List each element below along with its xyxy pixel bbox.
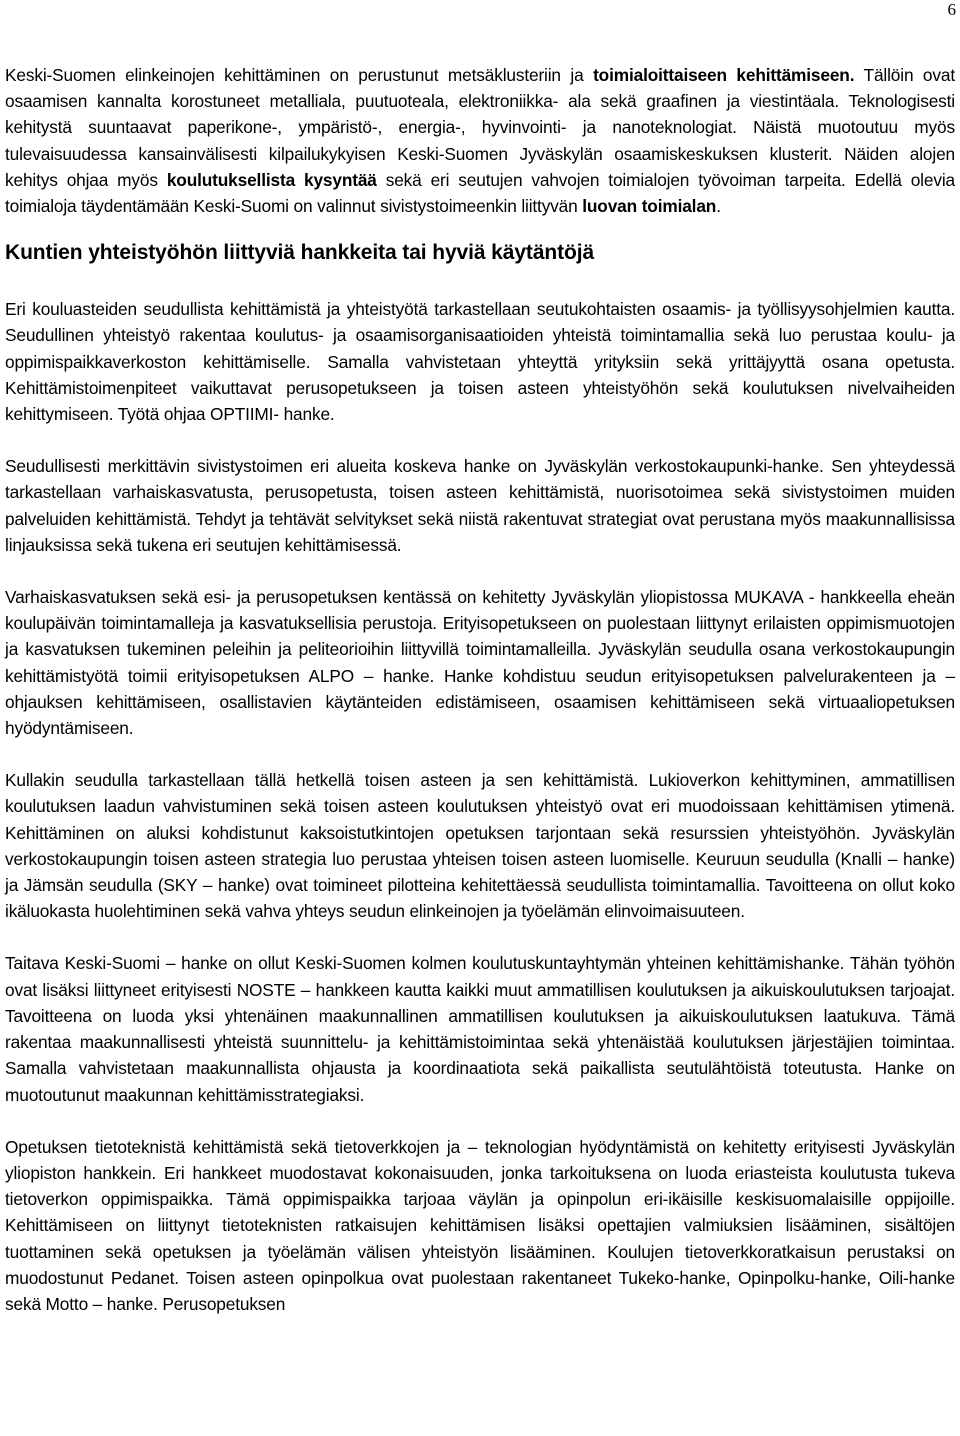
intro-text: Tällöin ovat osaamisen kannalta korostuneet metalliala, puutuoteala, elektroniikka- ala sekä graafinen ja viestintäala. Teknologisesti kehitystä suuntaavat paperikone-, ympäristö-, energia-, hyvinvointi- ja nanoteknologiat. Näistä muotoutuu myös tulevaisuudessa kansainvälisesti kilpailukykyisen Keski-Suomen Jyväskylän osaamiskeskuksen klusterit. Näiden alojen kehitys ohjaa myös (5, 65, 955, 190)
intro-text: Keski-Suomen elinkeinojen kehittäminen on perustunut metsäklusteriin ja (5, 65, 594, 85)
paragraph-secondary-education: Kullakin seudulla tarkastellaan tällä hetkellä toisen asteen ja sen kehittämistä. Lukioverkon kehittyminen, ammatillisen koulutuksen laadun vahvistuminen sekä toisen asteen koulutuksen yhteistyö ovat eri muodoissaan kehittämisen ytimenä. Kehittäminen on aluksi kohdistunut kaksoistutkintojen opetuksen tarjontaan sekä resurssien yhteistyöhön. Jyväskylän verkostokaupungin toisen asteen strategia luo perustaa yhteisen toisen asteen luomiselle. Keuruun seudulla (Knalli – hanke) ja Jämsän seudulla (SKY – hanke) ovat toimineet pilotteina kehitettäessä seudullista toimintamallia. Tavoitteena on ollut koko ikäluokasta huolehtiminen sekä vahva yhteys seudun elinkeinojen ja työelämän elinvoimaisuuteen. (5, 770, 955, 922)
intro-text: sekä eri seutujen vahvojen toimialojen työvoiman tarpeita. Edellä olevia toimialoja täydentämään Keski-Suomi on valinnut sivistystoimeenkin liittyvän (5, 169, 955, 217)
paragraph-network-city: Seudullisesti merkittävin sivistystoimen eri alueita koskeva hanke on Jyväskylän verkostokaupunki-hanke. Sen yhteydessä tarkastellaan varhaiskasvatusta, perusopetusta, toisen asteen kehittämistä, nuorisotoimea sekä sivistystoimen muiden palveluiden kehittämistä. Tehdyt ja tehtävät selvitykset sekä niistä rakentuvat strategiat ovat perustana myös maakunnallisissa linjauksissa sekä tukena eri seutujen kehittämisessä. (5, 456, 955, 555)
intro-text: . (716, 196, 721, 217)
emphasis-text: koulutuksellista kysyntää (166, 169, 377, 190)
emphasis-text: toimialoittaiseen kehittämiseen. (593, 65, 855, 85)
emphasis-text: luovan toimialan (582, 196, 717, 217)
page-number: 6 (947, 0, 956, 19)
paragraph-early-education: Varhaiskasvatuksen sekä esi- ja perusopetuksen kentässä on kehitetty Jyväskylän yliopistossa MUKAVA - hankkeella eheän koulupäivän toimintamalleja ja kasvatuksellisia perustoja. Erityisopetukseen on puolestaan liittynyt erilaisten oppimismuotojen ja kasvatuksen tukeminen peleihin ja peliteorioihin liittyvillä toimintamalleilla. Jyväskylän seudulla osana verkostokaupungin kehittämistyötä toimii erityisopetuksen ALPO – hanke. Hanke kohdistuu seudun erityisopetuksen palvelurakenteen ja – ohjauksen kehittämiseen, osallistavien käytänteiden edistämiseen, osaamisen kehittämiseen sekä virtuaaliopetuksen hyödyntämiseen. (5, 587, 955, 739)
paragraph-ict-development: Opetuksen tietoteknistä kehittämistä sekä tietoverkkojen ja – teknologian hyödyntämistä on kehitetty erityisesti Jyväskylän yliopiston hankkein. Eri hankkeet muodostavat kokonaisuuden, jonka tarkoituksena on luoda eriasteista koulutusta tukeva tietoverkon oppimispaikka. Tämä oppimispaikka tarjoaa väylän ja opinpolun eri-ikäisille keskisuomalaisille oppijoille. Kehittämiseen on liittynyt tietoteknisten ratkaisujen kehittämisen lisäksi opettajien valmiuksien lisääminen, sisältöjen tuottaminen sekä opetuksen ja työelämän välisen yhteistyön lisääminen. Koulujen tietoverkkoratkaisun perustaksi on muodostunut Pedanet. Toisen asteen opinpolkua ovat puolestaan rakentaneet Tukeko-hanke, Opinpolku-hanke, Oili-hanke sekä Motto – hanke. Perusopetuksen (5, 1136, 955, 1314)
paragraph-regional-cooperation: Eri kouluasteiden seudullista kehittämistä ja yhteistyötä tarkastellaan seutukohtaisten osaamis- ja työllisyysohjelmien kautta. Seudullinen yhteistyö rakentaa koulutus- ja osaamisorganisaatioiden yhteistä toimintamallia sekä luo perustaa koulu- ja oppimispaikkaverkoston kehittämiselle. Samalla vahvistetaan yhteyttä yrityksiin sekä yrittäjyyttä osana opetusta. Kehittämistoimenpiteet vaikuttavat perusopetukseen ja toisen asteen yhteistyöhön sekä koulutuksen nivelvaiheiden kehittymiseen. Työtä ohjaa OPTIIMI- hanke. (5, 299, 955, 425)
section-heading: Kuntien yhteistyöhön liittyviä hankkeita tai hyviä käytäntöjä (5, 241, 595, 265)
paragraph-taitava-project: Taitava Keski-Suomi – hanke on ollut Keski-Suomen kolmen koulutuskuntayhtymän yhteinen kehittämishanke. Tähän työhön ovat lisäksi liittyneet erityisesti NOSTE – hankkeen kautta kaikki muut ammatillisen koulutuksen ja aikuiskoulutuksen tarjoajat. Tavoitteena on luoda yksi yhtenäinen maakunnallinen ammatillisen koulutuksen ja aikuiskoulutuksen laatukuva. Tämä rakentaa maakunnallisesti yhteistä suunnittelu- ja kehittämistoimintaa sekä yhtenäistää koulutuksen järjestäjien toimintaa. Samalla vahvistetaan maakunnallista ohjausta ja koordinaatiota sekä paikallista seutulähtöistä toteutusta. Hanke on muotoutunut maakunnan kehittämisstrategiaksi. (5, 953, 955, 1105)
document-body (5, 62, 955, 1317)
intro-paragraph (5, 62, 955, 219)
